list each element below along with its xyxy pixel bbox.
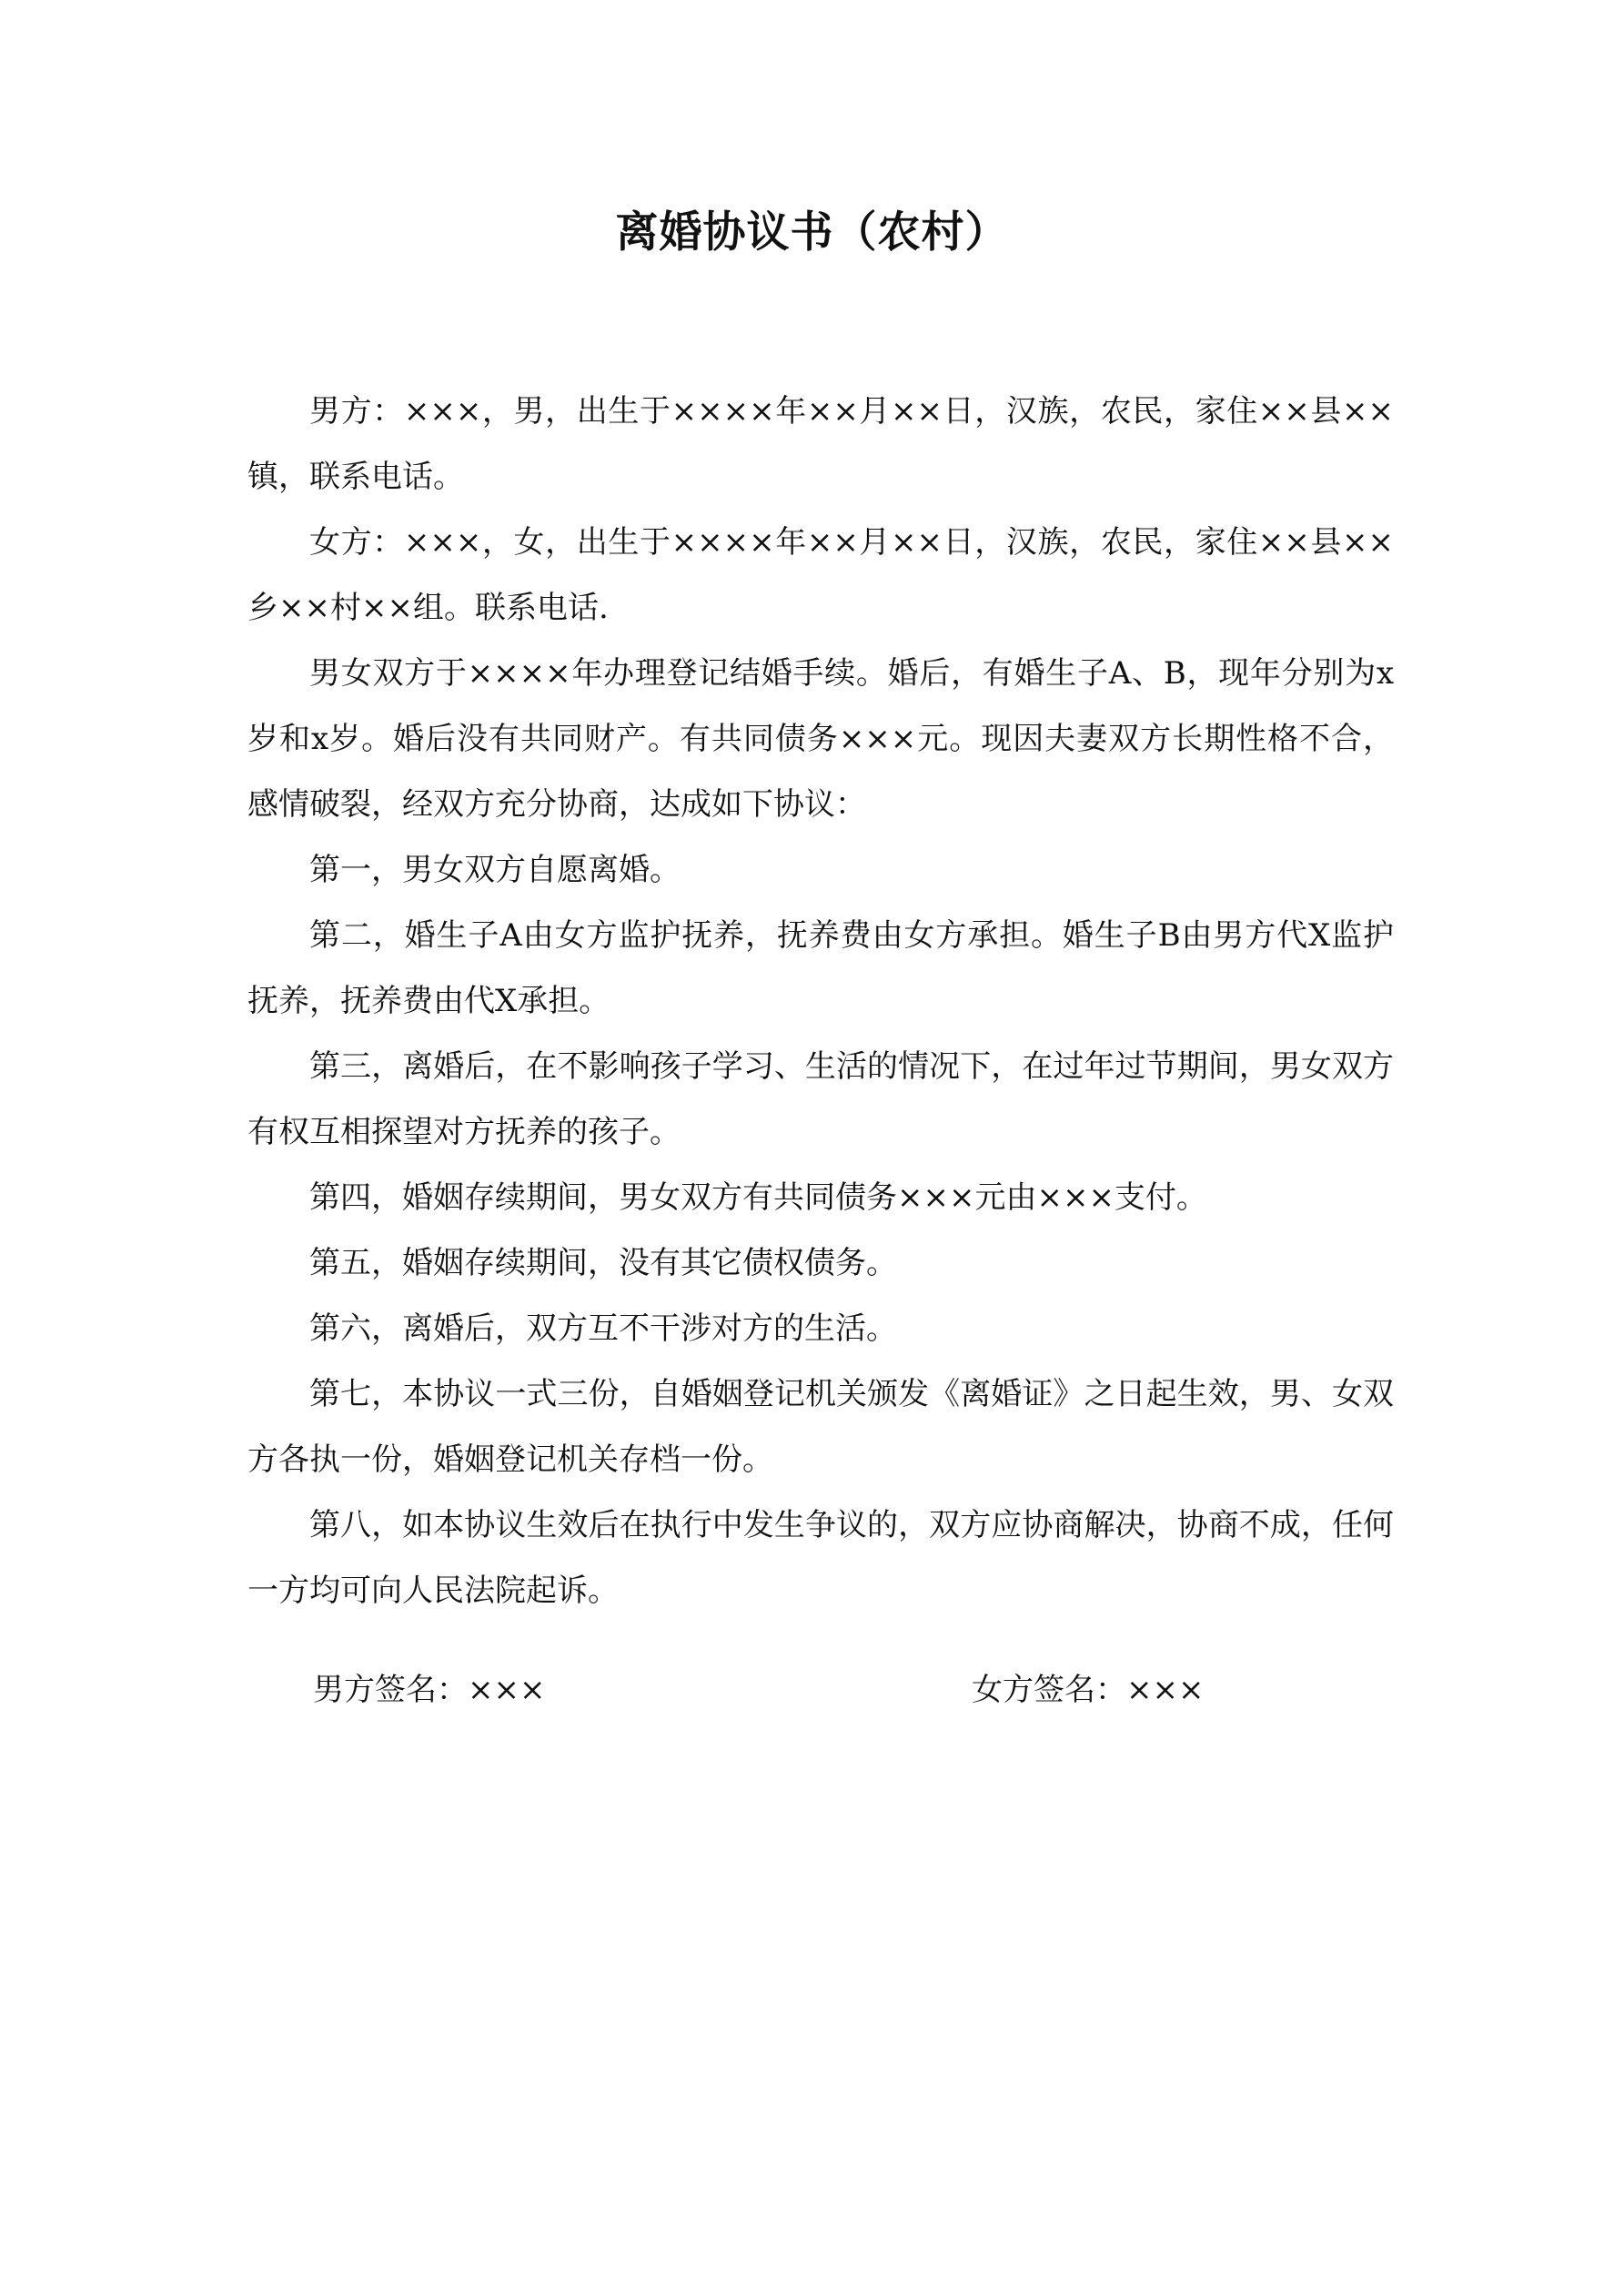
- clause-4: 第四，婚姻存续期间，男女双方有共同债务×××元由×××支付。: [309, 1179, 1207, 1216]
- document-body: [247, 379, 1394, 1623]
- clause-7: 第七，本协议一式三份，自婚姻登记机关颁发《离婚证》之日起生效，男、女双方各执一份，婚姻登记机关存档一份。: [247, 1376, 1394, 1478]
- male-signature: 男方签名：×××: [313, 1672, 546, 1708]
- paragraph-male-party: 男方：×××，男，出生于××××年××月××日，汉族，农民，家住××县××镇，联系电话。: [247, 393, 1394, 495]
- clause-3: 第三，离婚后，在不影响孩子学习、生活的情况下，在过年过节期间，男女双方有权互相探望对方抚养的孩子。: [247, 1048, 1394, 1150]
- clause-8: 第八，如本协议生效后在执行中发生争议的，双方应协商解决，协商不成，任何一方均可向人民法院起诉。: [247, 1507, 1394, 1609]
- clause-6: 第六，离婚后，双方互不干涉对方的生活。: [309, 1310, 897, 1347]
- clause-5: 第五，婚姻存续期间，没有其它债权债务。: [309, 1245, 897, 1281]
- document-title: 离婚协议书（农村）: [615, 207, 1009, 258]
- female-signature: 女方签名：×××: [972, 1672, 1205, 1708]
- signature-row: [0, 1657, 1624, 1723]
- clause-2: 第二，婚生子A由女方监护抚养，抚养费由女方承担。婚生子B由男方代X监护抚养，抚养费由代X承担。: [247, 917, 1394, 1019]
- paragraph-marriage-background: 男女双方于××××年办理登记结婚手续。婚后，有婚生子A、B，现年分别为x岁和x岁。婚后没有共同财产。有共同债务×××元。现因夫妻双方长期性格不合，感情破裂，经双方充分协商，达成如下协议：: [247, 655, 1394, 823]
- paragraph-female-party: 女方：×××，女，出生于××××年××月××日，汉族，农民，家住××县××乡××村××组。联系电话.: [247, 524, 1394, 626]
- clause-1: 第一，男女双方自愿离婚。: [309, 852, 681, 888]
